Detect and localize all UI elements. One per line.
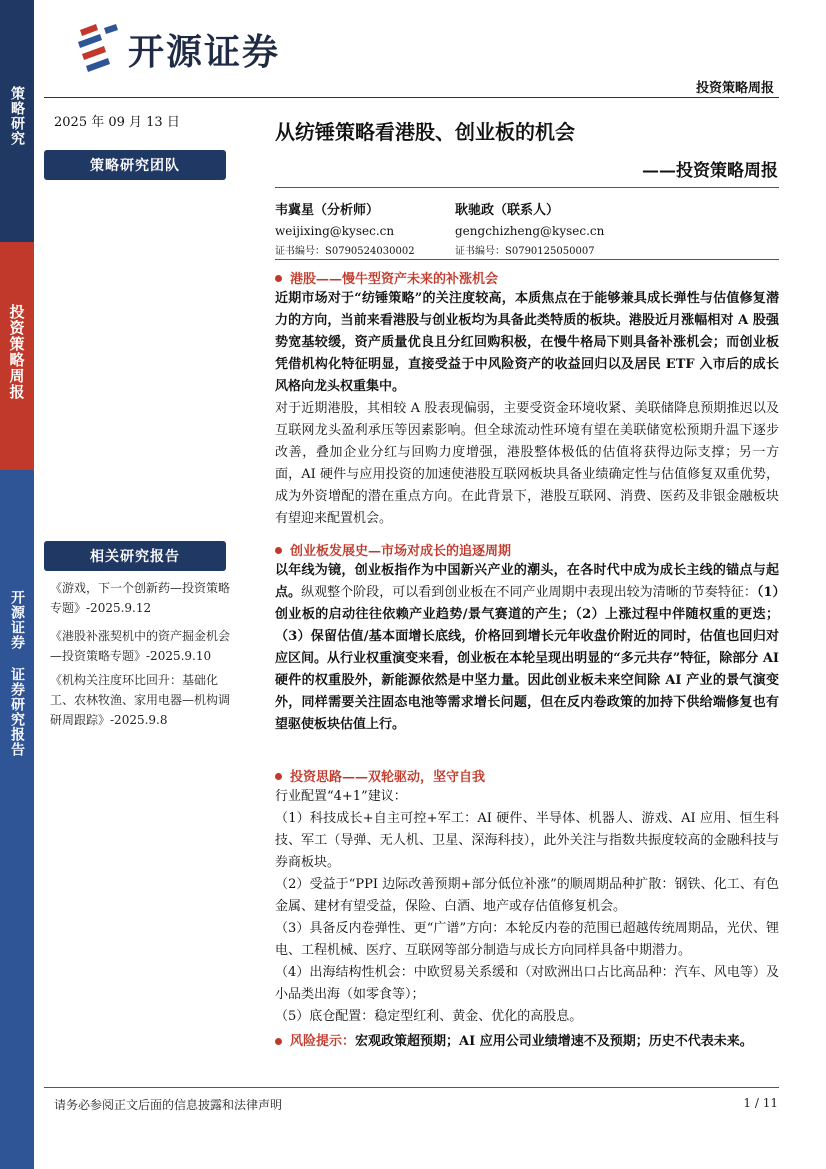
contact-cert: 证书编号：S0790125050007 (455, 246, 595, 257)
related-reports-title: 相关研究报告 (44, 541, 226, 571)
analyst-email[interactable]: weijixing@kysec.cn (275, 224, 395, 238)
related-report-link[interactable]: 《游戏，下一个创新药—投资策略专题》-2025.9.12 (50, 581, 231, 615)
emphasis-text: 以年线为镜，创业板指作为中国新兴产业的潮头，在各时代中成为成长主线的锚点与起点。 (275, 563, 779, 600)
section-heading (275, 766, 485, 785)
section-intro: 行业配置“4+1”建议： (275, 789, 407, 804)
report-subtitle: ——投资策略周报 (642, 161, 778, 181)
authors-divider (275, 259, 779, 260)
risk-warning (275, 1031, 781, 1053)
section-heading (275, 540, 511, 559)
list-item: （1）科技成长+自主可控+军工：AI 硬件、半导体、机器人、游戏、AI 应用、恒生科技、军工（导弹、无人机、卫星、深海科技），此外关注与指数共振度较高的金融科技与券商板块。 (275, 811, 779, 870)
section-heading-text: 港股——慢牛型资产未来的补涨机会 (290, 272, 499, 287)
page-number: 1 / 11 (743, 1096, 778, 1110)
side-band-weekly: 投资策略周报 (0, 242, 34, 470)
normal-text: 纵观整个阶段，可以看到创业板在不同产业周期中表现出较为清晰的节奏特征： (301, 585, 757, 600)
section-paragraph-mixed (275, 560, 779, 736)
analyst-cert: 证书编号：S0790524030002 (275, 246, 415, 257)
contact-email[interactable]: gengchizheng@kysec.cn (455, 224, 605, 238)
contact-card (455, 199, 604, 257)
related-report-link[interactable]: 《港股补涨契机中的资产掘金机会—投资策略专题》-2025.9.10 (50, 629, 231, 663)
side-band-research: 开源证券 证券研究报告 (0, 470, 34, 1169)
list-item: （3）具备反内卷弹性、更“广谱”方向：本轮反内卷的范围已超越传统周期品，光伏、锂电、工程机械、医疗、互联网等部分制造与成长方向同样具备中期潜力。 (275, 921, 779, 958)
report-category: 投资策略周报 (695, 81, 774, 96)
section-heading-text: 投资思路——双轮驱动，坚守自我 (290, 770, 486, 785)
risk-label: 风险提示： (290, 1034, 356, 1049)
related-report-link[interactable]: 《机构关注度环比回升：基础化工、农林牧渔、家用电器—机构调研周跟踪》-2025.9.8 (50, 673, 231, 727)
list-item: （5）底仓配置：稳定型红利、黄金、优化的高股息。 (275, 1009, 583, 1024)
bullet-icon (275, 275, 282, 282)
contact-name: 耿驰政（联系人） (455, 203, 560, 218)
team-title: 策略研究团队 (44, 150, 226, 180)
analyst-card (275, 199, 415, 257)
risk-text: 宏观政策超预期；AI 应用公司业绩增速不及预期；历史不代表未来。 (355, 1034, 753, 1049)
footer-divider (44, 1087, 779, 1088)
list-item: （4）出海结构性机会：中欧贸易关系缓和（对欧洲出口占比高品种：汽车、风电等）及小品类出海（如零食等）； (275, 965, 779, 1002)
title-divider (275, 187, 779, 188)
report-title: 从纺锤策略看港股、创业板的机会 (275, 120, 575, 144)
bullet-icon (275, 773, 282, 780)
bullet-icon (275, 1038, 282, 1045)
header-divider (44, 97, 779, 98)
brand-name: 开源证券 (128, 32, 281, 73)
emphasis-text: （1）创业板的启动往往依赖产业趋势/景气赛道的产生；（2）上涨过程中伴随权重的更迭；（3）保留估值/基本面增长底线，价格回到增长元年收盘价附近的同时，估值也回归对应区间。从行业权重演变来看，创业板在本轮呈现出明显的“多元共存”特征，除部分 AI 硬件的权重股外，新能源依然是中坚力量。因此创业板未来空间除 AI 产业的景气演变外，同样需要关注固态电池等需求增长问题，但在反内卷政策的加持下供给端修复也有望驱使板块估值上行。 (275, 585, 779, 732)
analyst-name: 韦冀星（分析师） (275, 203, 380, 218)
section-paragraph: 对于近期港股，其相较 A 股表现偏弱，主要受资金环境收紧、美联储降息预期推迟以及互联网龙头盈利承压等因素影响。但全球流动性环境有望在美联储宽松预期升温下逐步改善，叠加企业分红与回购力度增强，港股整体极低的估值将获得边际支撑；另一方面，AI 硬件与应用投资的加速使港股互联网板块具备业绩确定性与估值修复双重优势，成为外资增配的潜在重点方向。在此背景下，港股互联网、消费、医药及非银金融板块有望迎来配置机会。 (275, 401, 779, 526)
bullet-icon (275, 547, 282, 554)
section-heading (275, 268, 498, 287)
report-date: 2025 年 09 月 13 日 (54, 115, 180, 130)
section-heading-text: 创业板发展史—市场对成长的追逐周期 (290, 544, 512, 559)
footer-disclaimer[interactable]: 请务必参阅正文后面的信息披露和法律声明 (54, 1098, 283, 1112)
brand-logo-icon (74, 22, 124, 74)
side-band-strategy: 策略研究 (0, 0, 34, 242)
list-item: （2）受益于“PPI 边际改善预期+部分低位补涨”的顺周期品种扩散：钢铁、化工、有色金属、建材有望受益，保险、白酒、地产或存估值修复机会。 (275, 877, 779, 914)
section-paragraph-bold: 近期市场对于“纺锤策略”的关注度较高，本质焦点在于能够兼具成长弹性与估值修复潜力的方向，当前来看港股与创业板均为具备此类特质的板块。港股近月涨幅相对 A 股强势宽基较缓，资产质量优良且分红回购积极，在慢牛格局下则具备补涨机会；而创业板凭借机构化特征明显，直接受益于中风险资产的收益回归以及居民 ETF 入市后的成长风格向龙头权重集中。 (275, 291, 779, 394)
